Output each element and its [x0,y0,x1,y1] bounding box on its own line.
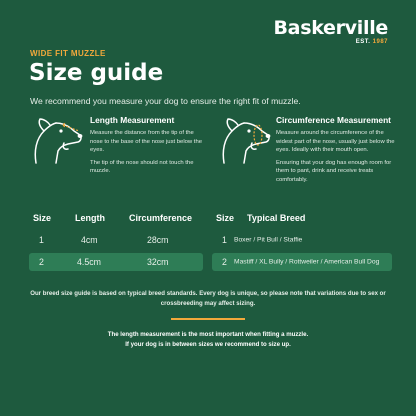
table-row-highlighted [29,253,203,271]
circumference-cell: 28cm [147,235,169,245]
sizing-footnote [26,330,390,350]
footnote-size-up-advice: If your dog is in between sizes we recommend to size up. [125,341,291,348]
intro-text: We recommend you measure your dog to ensure the right fit of muzzle. [30,96,301,106]
brand-logo [273,18,388,45]
brand-established [273,39,388,45]
circumference-measurement-title: Circumference Measurement [276,115,391,125]
circumference-measurement-note: Ensuring that your dog has enough room for them to pant, drink and receive treats comfortably. [276,159,392,183]
size-table-header [29,209,203,227]
breed-table-header [212,209,392,227]
typical-breed-cell: Mastiff / XL Bully / Rottweiler / American Bull Dog [234,258,380,266]
length-cell: 4.5cm [77,257,101,267]
typical-breed-cell: Boxer / Pit Bull / Staffie [234,236,303,244]
dog-head-length-icon [30,113,86,167]
length-measurement-title: Length Measurement [90,115,175,125]
size-column-header: Size [33,213,52,223]
size-table [29,209,203,271]
circumference-measurement-instruction: Measure around the circumference of the widest part of the nose, usually just below the eyes. Ideally with their mouth open. [276,130,395,154]
table-row [29,231,203,249]
brand-name: Baskerville [273,17,388,39]
breed-size-cell: 2 [222,257,227,267]
brand-est-label: EST. [355,39,371,45]
table-row-highlighted [212,253,392,271]
breed-disclaimer: Our breed size guide is based on typical breed standards. Every dog is unique, so please note that variations due to sex or crossbreeding may affect sizing. [30,290,386,307]
product-eyebrow: WIDE FIT MUZZLE [30,49,106,58]
typical-breed-column-header: Typical Breed [247,213,306,223]
length-cell: 4cm [81,235,98,245]
length-measurement-instruction: Measure the distance from the tip of the nose to the base of the nose just below the eyes. [90,130,202,154]
circumference-cell: 32cm [147,257,169,267]
breed-size-cell: 1 [222,235,227,245]
breed-table [212,209,392,271]
length-measurement-note: The tip of the nose should not touch the muzzle. [90,159,194,175]
size-cell: 1 [39,235,44,245]
length-column-header: Length [75,213,105,223]
circumference-column-header: Circumference [129,213,193,223]
page-title: Size guide [29,60,164,86]
size-cell: 2 [39,257,44,267]
accent-divider [171,318,245,320]
dog-head-circumference-icon [218,113,274,167]
table-row [212,231,392,249]
footnote-length-importance: The length measurement is the most important when fitting a muzzle. [107,331,309,338]
brand-est-year: 1987 [372,39,388,45]
breed-size-column-header: Size [216,213,235,223]
